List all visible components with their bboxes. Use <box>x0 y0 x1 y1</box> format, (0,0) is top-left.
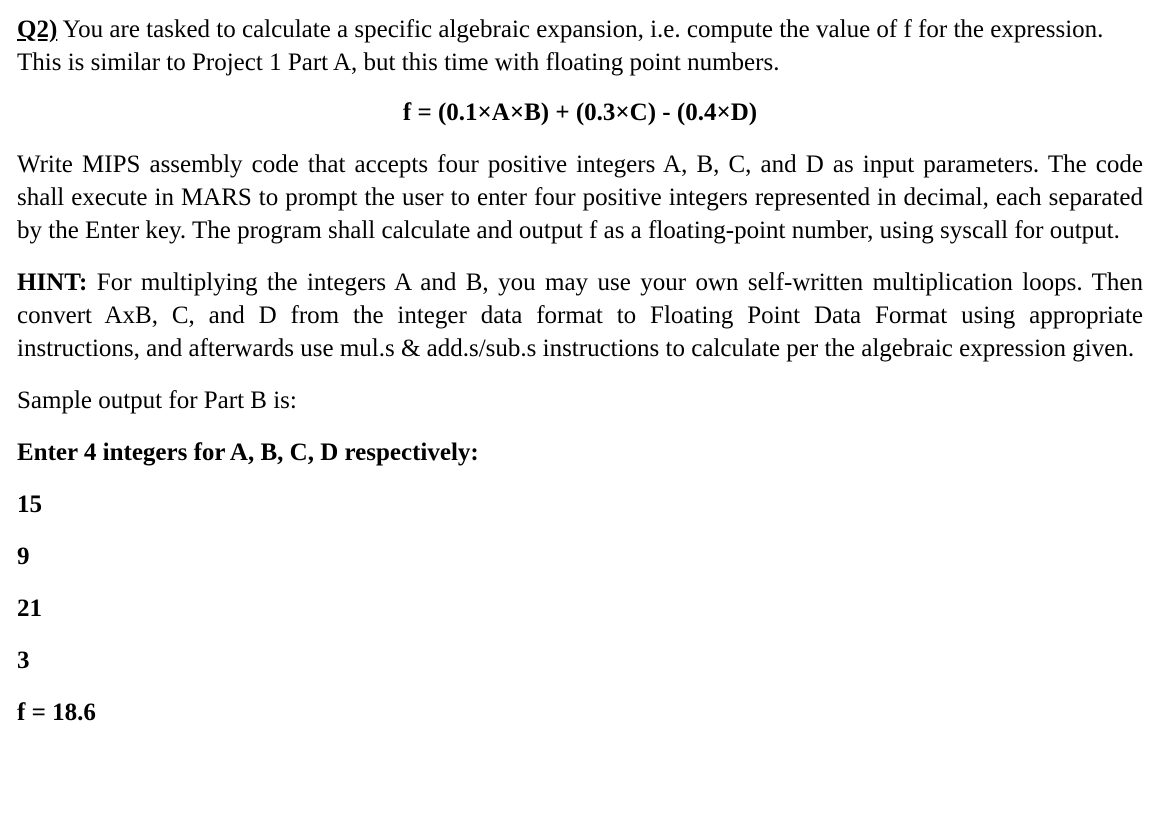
hint-text: For multiplying the integers A and B, you may use your own self-written multiplication loops. Then convert AxB, C, and D from the integer data format to Floating Point Data Format using appropriate instructions, and afterwards use mul.s & add.s/sub.s instructions to calculate per the algebraic expression given. <box>17 269 1143 362</box>
task-description: Write MIPS assembly code that accepts four positive integers A, B, C, and D as input parameters. The code shall execute in MARS to prompt the user to enter four positive integers represented in decimal, each separated by the Enter key. The program shall calculate and output f as a floating-point number, using syscall for output. <box>17 151 1143 244</box>
question-intro-text: You are tasked to calculate a specific algebraic expansion, i.e. compute the value of f for the expression. This is similar to Project 1 Part A, but this time with floating point numbers. <box>17 16 1104 76</box>
sample-input-d: 3 <box>17 647 30 674</box>
sample-result: f = 18.6 <box>17 699 96 726</box>
hint-paragraph <box>17 266 1143 365</box>
sample-input-a: 15 <box>17 491 42 518</box>
question-label: Q2) <box>17 16 58 43</box>
sample-input-b: 9 <box>17 543 30 570</box>
sample-heading: Sample output for Part B is: <box>17 387 297 414</box>
expression-formula: f = (0.1×A×B) + (0.3×C) - (0.4×D) <box>402 99 758 126</box>
hint-label: HINT: <box>17 269 88 296</box>
sample-input-c: 21 <box>17 595 42 622</box>
sample-prompt: Enter 4 integers for A, B, C, D respectively: <box>17 439 479 466</box>
question-document <box>17 13 1143 729</box>
question-intro <box>17 13 1143 79</box>
